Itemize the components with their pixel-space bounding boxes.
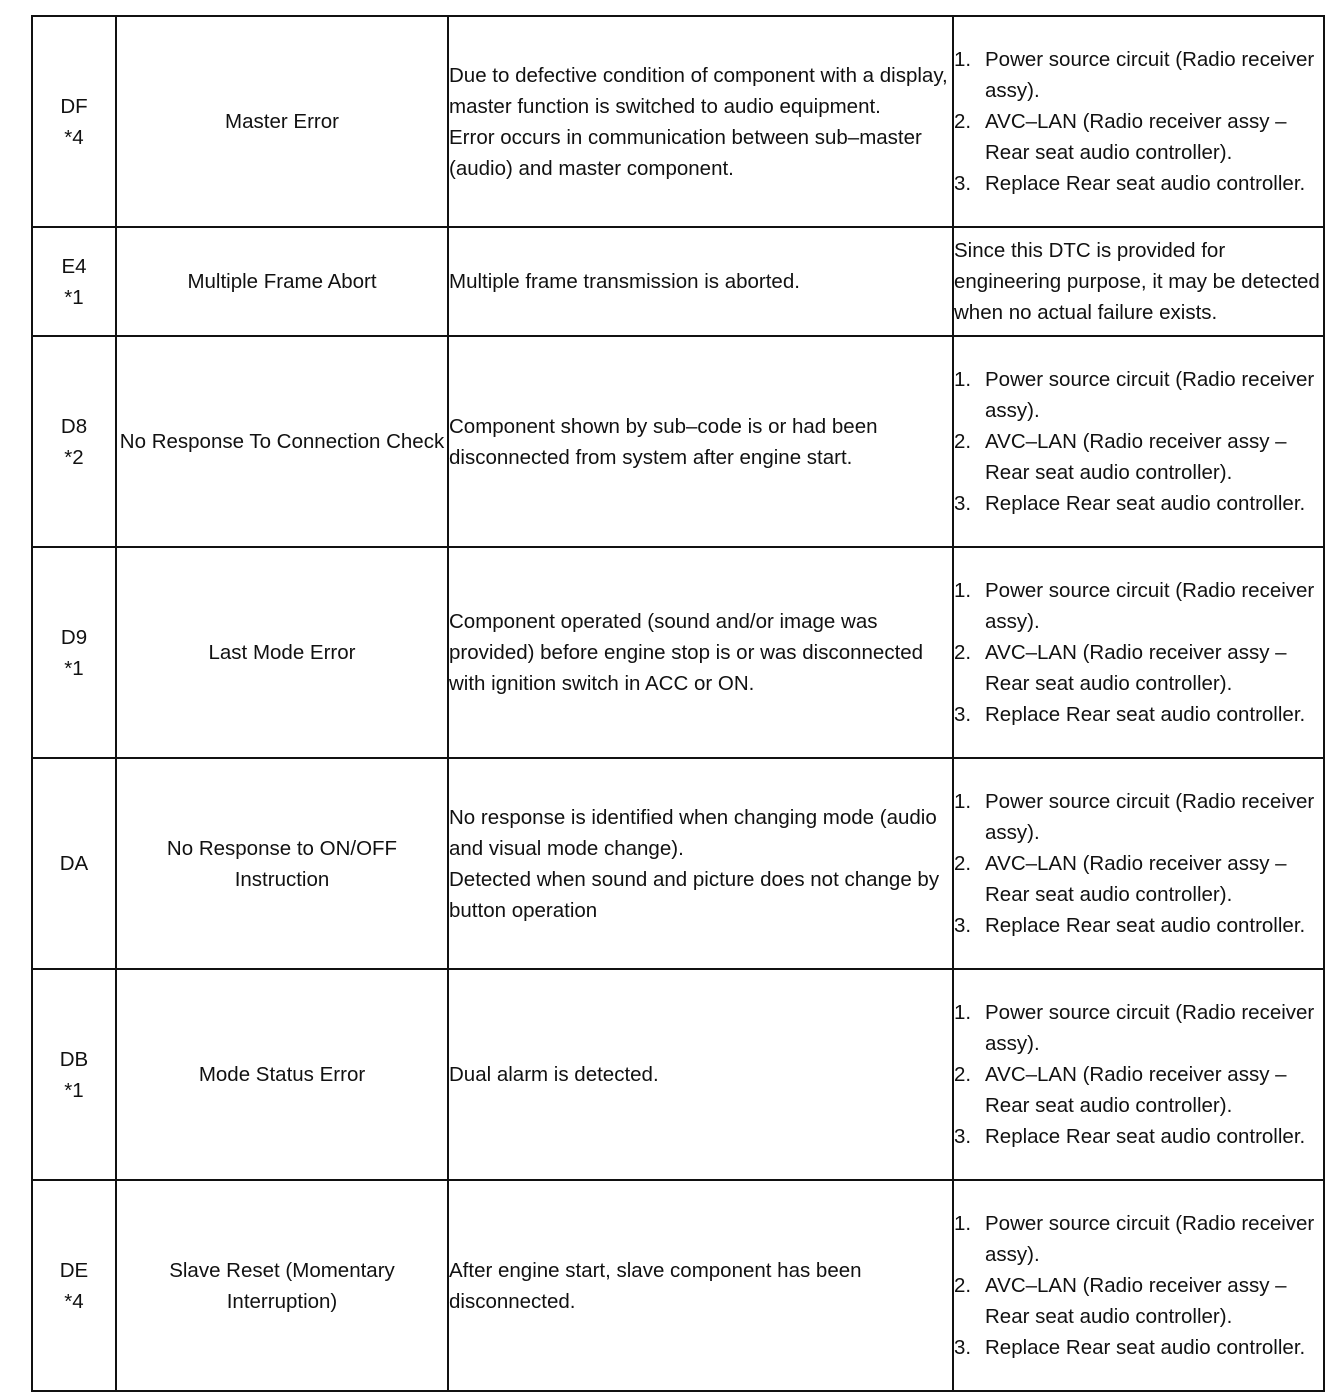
dtc-code-cell xyxy=(32,16,116,227)
remedy-list xyxy=(954,997,1323,1152)
dtc-footnote: *1 xyxy=(64,1078,84,1102)
dtc-footnote: *1 xyxy=(64,656,84,680)
condition-line: Due to defective condition of component with a display, master function is switched to audio equipment. xyxy=(449,63,948,118)
table-row xyxy=(32,1180,1324,1391)
detection-item: Master Error xyxy=(116,16,448,227)
remedy-cell xyxy=(953,969,1324,1180)
trouble-area xyxy=(448,969,953,1180)
remedy-cell xyxy=(953,16,1324,227)
detection-item: Multiple Frame Abort xyxy=(116,227,448,336)
table-row xyxy=(32,547,1324,758)
dtc-code: E4 xyxy=(61,254,87,278)
condition-line: No response is identified when changing mode (audio and visual mode change). xyxy=(449,805,937,860)
remedy-step: 3. Replace Rear seat audio controller. xyxy=(954,703,1306,726)
remedy-list xyxy=(954,364,1323,519)
remedy-step: 1. Power source circuit (Radio receiver assy). xyxy=(954,1001,1315,1055)
detection-item: No Response to ON/OFF Instruction xyxy=(116,758,448,969)
remedy-step: 2. AVC–LAN (Radio receiver assy – Rear seat audio controller). xyxy=(954,430,1287,484)
remedy-list xyxy=(954,786,1323,941)
remedy-step: 3. Replace Rear seat audio controller. xyxy=(954,1336,1306,1359)
dtc-code-cell xyxy=(32,336,116,547)
remedy-cell xyxy=(953,758,1324,969)
table-row xyxy=(32,969,1324,1180)
dtc-code-cell xyxy=(32,969,116,1180)
condition-line: Component operated (sound and/or image was provided) before engine stop is or was disconnected with ignition switch in ACC or ON. xyxy=(449,610,924,695)
table-row xyxy=(32,336,1324,547)
remedy-list xyxy=(954,1208,1323,1363)
trouble-area xyxy=(448,227,953,336)
remedy-cell xyxy=(953,336,1324,547)
remedy-step: 3. Replace Rear seat audio controller. xyxy=(954,1125,1306,1148)
condition-line: Error occurs in communication between sub–master (audio) and master component. xyxy=(449,125,922,180)
remedy-step: 1. Power source circuit (Radio receiver assy). xyxy=(954,1212,1315,1266)
remedy-step: 3. Replace Rear seat audio controller. xyxy=(954,914,1306,937)
remedy-list xyxy=(954,44,1323,199)
detection-item: No Response To Connection Check xyxy=(116,336,448,547)
trouble-area xyxy=(448,547,953,758)
dtc-code-cell xyxy=(32,547,116,758)
remedy-step: 2. AVC–LAN (Radio receiver assy – Rear seat audio controller). xyxy=(954,1274,1287,1328)
dtc-code: D8 xyxy=(60,414,88,438)
remedy-step: 1. Power source circuit (Radio receiver assy). xyxy=(954,790,1315,844)
dtc-code: DF xyxy=(60,94,88,118)
remedy-list xyxy=(954,575,1323,730)
detection-item: Slave Reset (Momentary Interruption) xyxy=(116,1180,448,1391)
remedy-step: 1. Power source circuit (Radio receiver assy). xyxy=(954,368,1315,422)
remedy-note: Since this DTC is provided for engineering purpose, it may be detected when no actual failure exists. xyxy=(953,227,1324,336)
remedy-step: 2. AVC–LAN (Radio receiver assy – Rear seat audio controller). xyxy=(954,641,1287,695)
condition-line: Component shown by sub–code is or had been disconnected from system after engine start. xyxy=(449,414,878,469)
remedy-cell xyxy=(953,1180,1324,1391)
dtc-footnote: *4 xyxy=(64,125,84,149)
detection-item: Mode Status Error xyxy=(116,969,448,1180)
table-row xyxy=(32,227,1324,336)
remedy-step: 3. Replace Rear seat audio controller. xyxy=(954,172,1306,195)
remedy-step: 2. AVC–LAN (Radio receiver assy – Rear seat audio controller). xyxy=(954,110,1287,164)
condition-line: Detected when sound and picture does not change by button operation xyxy=(449,867,940,922)
dtc-code-cell xyxy=(32,1180,116,1391)
trouble-area xyxy=(448,758,953,969)
dtc-footnote: *1 xyxy=(64,285,84,309)
trouble-area xyxy=(448,1180,953,1391)
remedy-cell xyxy=(953,547,1324,758)
dtc-code: D9 xyxy=(60,625,88,649)
table-row xyxy=(32,758,1324,969)
remedy-step: 1. Power source circuit (Radio receiver assy). xyxy=(954,48,1315,102)
remedy-step: 2. AVC–LAN (Radio receiver assy – Rear seat audio controller). xyxy=(954,1063,1287,1117)
detection-item: Last Mode Error xyxy=(116,547,448,758)
dtc-footnote: *4 xyxy=(64,1289,84,1313)
dtc-code: DA xyxy=(59,852,89,875)
condition-line: Multiple frame transmission is aborted. xyxy=(449,270,800,293)
dtc-code-cell xyxy=(32,758,116,969)
dtc-code: DB xyxy=(59,1047,89,1071)
trouble-area xyxy=(448,336,953,547)
condition-line: After engine start, slave component has been disconnected. xyxy=(449,1258,862,1313)
dtc-code-cell xyxy=(32,227,116,336)
remedy-step: 2. AVC–LAN (Radio receiver assy – Rear seat audio controller). xyxy=(954,852,1287,906)
trouble-area xyxy=(448,16,953,227)
dtc-code: DE xyxy=(59,1258,89,1282)
dtc-footnote: *2 xyxy=(64,445,84,469)
dtc-table xyxy=(31,15,1325,1392)
condition-line: Dual alarm is detected. xyxy=(449,1063,659,1086)
remedy-step: 3. Replace Rear seat audio controller. xyxy=(954,492,1306,515)
remedy-step: 1. Power source circuit (Radio receiver assy). xyxy=(954,579,1315,633)
table-row xyxy=(32,16,1324,227)
